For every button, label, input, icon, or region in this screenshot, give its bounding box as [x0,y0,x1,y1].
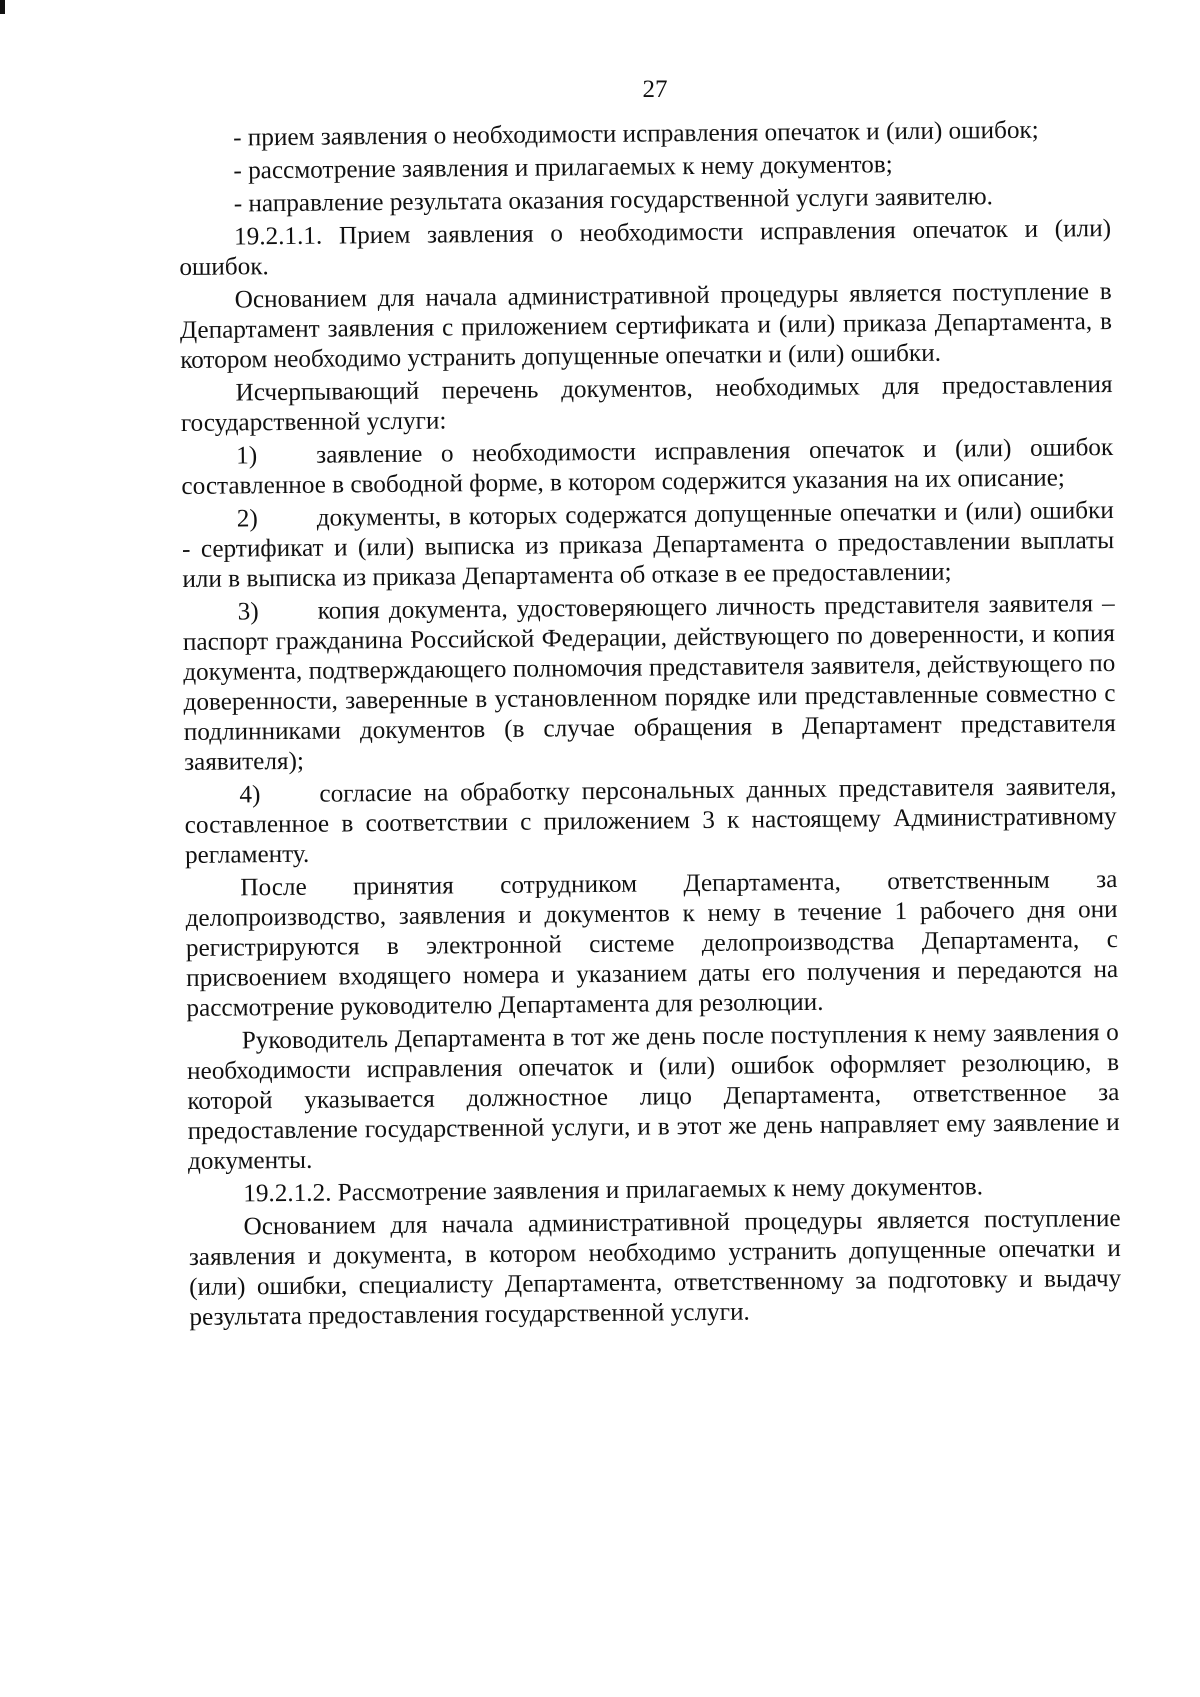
item-number: 1) [236,442,258,470]
item-number: 4) [239,781,261,809]
list-item-dash-1: - прием заявления о необходимости исправления опечаток и (или) ошибок; [233,116,1039,152]
item-text: копия документа, удостоверяющего личность представителя заявителя – паспорт гражданина Российской Федерации, действующего по доверенности, и копия документа, подтверждающего полномочия представителя заявителя, действующего по доверенности, заверенные в установленном порядке или представленные совместно с подлинниками документов (в случае обращения в Департамент представителя заявителя); [182,590,1116,776]
paragraph-registration: После принятия сотрудником Департамента, ответственным за делопроизводство, заявления и документов к нему в течение 1 рабочего дня они регистрируются в электронной системе делопроизводства Департамента, с присвоением входящего номера и указанием даты его получения и передаются на рассмотрение руководителю Департамента для резолюции. [185,866,1119,1022]
list-item-dash-2: - рассмотрение заявления и прилагаемых к нему документов; [233,151,893,185]
item-text: документы, в которых содержатся допущенные опечатки и (или) ошибки - сертификат и (или) выписка из приказа Департамента о предоставлении выплаты или в выписка из приказа Департамента об отказе в ее предоставлении; [181,497,1115,593]
item-text: согласие на обработку персональных данных представителя заявителя, составленное в соответствии с приложением 3 к настоящему Административному регламенту. [184,773,1117,869]
section-heading-19-2-1-2: 19.2.1.2. Рассмотрение заявления и прилагаемых к нему документов. [243,1173,984,1208]
scan-corner-mark [0,0,5,14]
numbered-item-3 [183,589,1117,778]
item-number: 3) [237,598,259,626]
numbered-item-2 [182,496,1115,595]
section-heading-19-2-1-1: 19.2.1.1. Прием заявления о необходимости исправления опечаток и (или) ошибок. [179,215,1112,281]
list-item-dash-3: - направление результата оказания государственной услуги заявителю. [233,183,994,218]
page-number: 27 [642,76,668,103]
paragraph-resolution: Руководитель Департамента в тот же день после поступления к нему заявления о необходимости исправления опечаток и (или) ошибок оформляет резолюцию, в которой указывается должностное лицо Департамента, ответственное за предоставление государственной услуги, и в этот же день направляет ему заявление и документы. [186,1019,1120,1175]
numbered-item-4 [184,772,1117,871]
paragraph-basis-2: Основанием для начала административной процедуры является поступление заявления и документа, в котором необходимо устранить допущенные опечатки и (или) ошибки, специалисту Департамента, ответственному за подготовку и выдачу результата предоставления государственной услуги. [188,1205,1122,1331]
paragraph-documents-list-intro: Исчерпывающий перечень документов, необходимых для предоставления государственной услуги: [180,371,1113,437]
document-body [178,115,1122,1336]
paragraph-basis-1: Основанием для начала административной процедуры является поступление в Департамент заявления с приложением сертификата и (или) приказа Департамента, в котором необходимо устранить допущенные опечатки и (или) ошибки. [179,278,1113,374]
numbered-item-1 [181,433,1114,502]
item-text: заявление о необходимости исправления опечаток и (или) ошибок составленное в свободной форме, в котором содержится указания на их описание; [181,434,1114,500]
item-number: 2) [236,505,258,533]
